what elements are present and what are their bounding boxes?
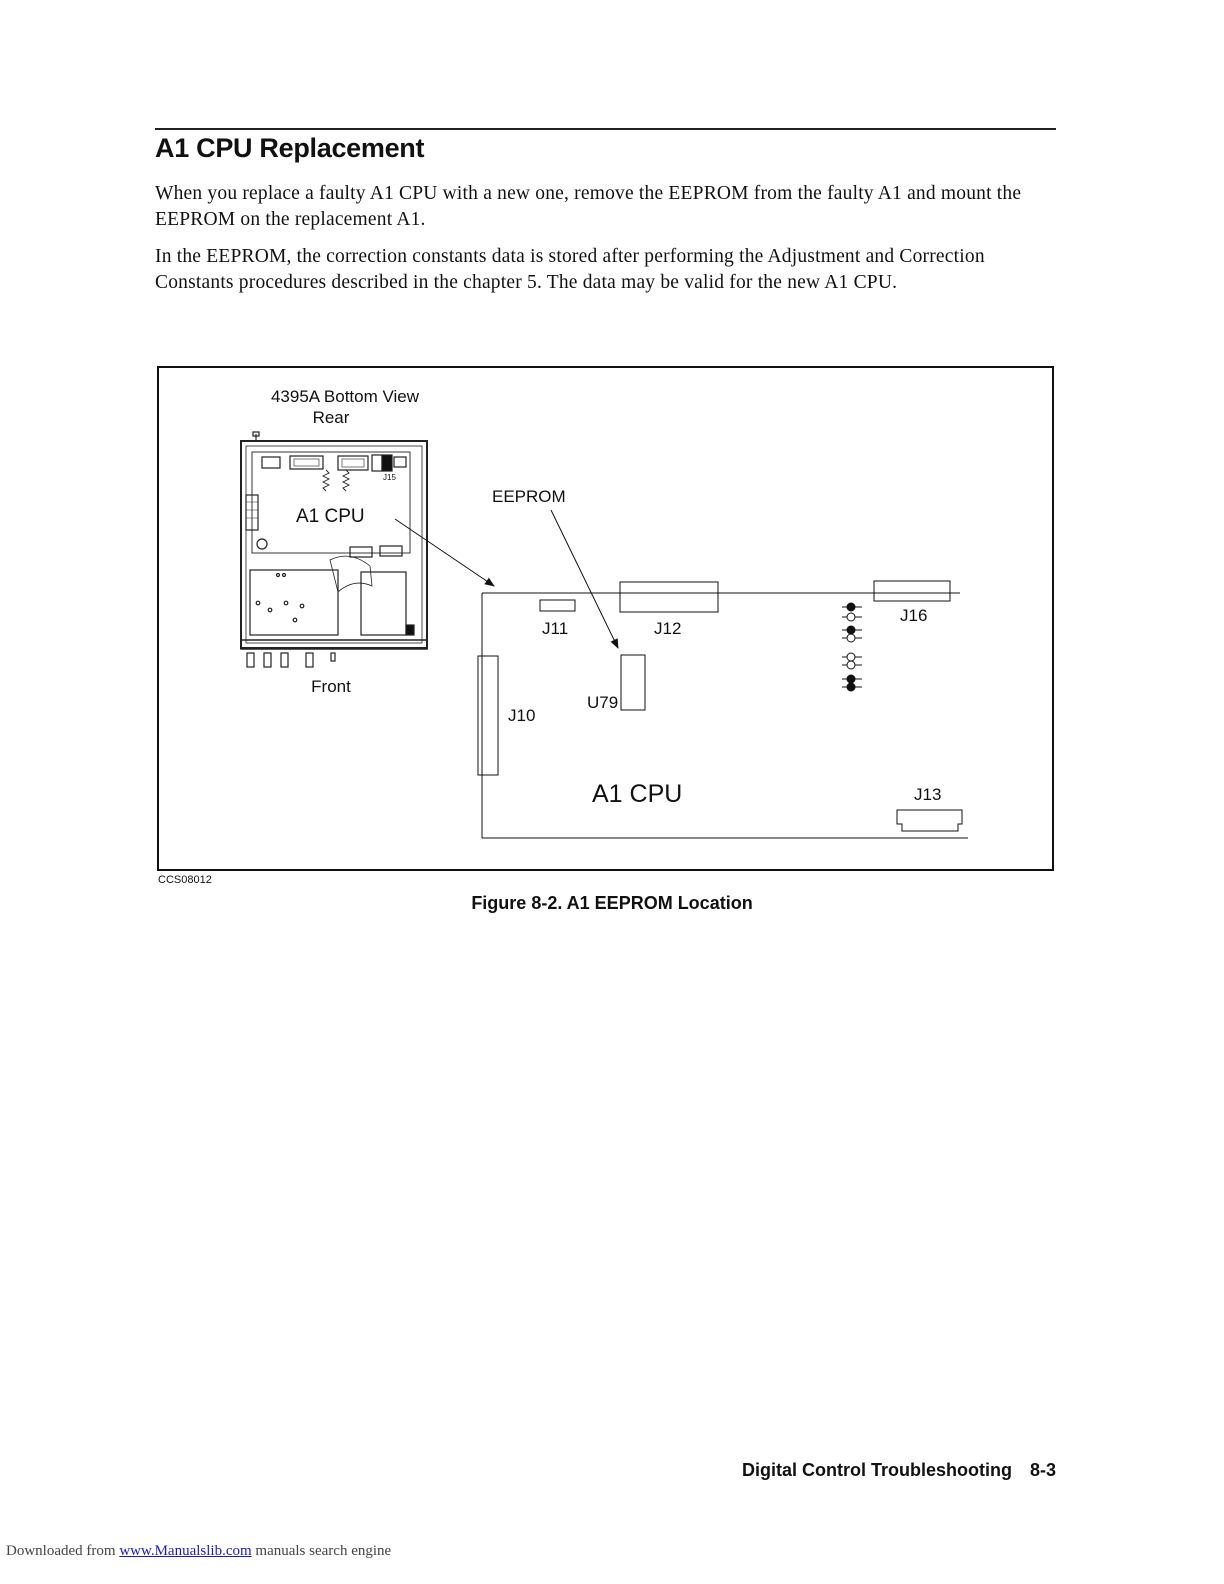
j10-label: J10 xyxy=(508,706,536,725)
eeprom-label: EEPROM xyxy=(492,487,566,506)
figure-code: CCS08012 xyxy=(158,874,212,886)
section-title: A1 CPU Replacement xyxy=(155,133,425,163)
j12-connector xyxy=(620,582,718,612)
j11-label: J11 xyxy=(542,619,569,638)
footer-section-name: Digital Control Troubleshooting xyxy=(742,1460,1012,1480)
download-suffix: manuals search engine xyxy=(255,1543,392,1559)
j13-label: J13 xyxy=(914,785,942,804)
j15-label: J15 xyxy=(383,473,396,482)
j11-connector xyxy=(540,600,575,611)
cpu-small-label: A1 CPU xyxy=(296,506,365,527)
footer-page-number: 8-3 xyxy=(1029,1460,1056,1480)
j10-connector xyxy=(478,656,498,775)
j16-connector xyxy=(874,581,950,601)
manualslib-link[interactable]: www.Manualslib.com xyxy=(119,1543,252,1559)
instrument-bottom-view-drawing xyxy=(241,432,427,667)
u79-eeprom-chip xyxy=(621,655,645,710)
page-footer xyxy=(742,1460,1056,1481)
j16-label: J16 xyxy=(900,606,928,625)
board-label: A1 CPU xyxy=(592,780,683,808)
j12-label: J12 xyxy=(654,619,682,638)
u79-label: U79 xyxy=(587,693,619,712)
paragraph-1: When you replace a faulty A1 CPU with a new one, remove the EEPROM from the faulty A1 and mount the EEPROM on the replacement A1. xyxy=(155,183,1022,230)
view-title: 4395A Bottom View xyxy=(270,387,420,406)
j13-connector xyxy=(897,810,962,831)
download-prefix: Downloaded from xyxy=(6,1543,116,1559)
front-label: Front xyxy=(311,677,351,696)
paragraph-2: In the EEPROM, the correction constants data is stored after performing the Adjustment and Correction Constants procedures described in the chapter 5. The data may be valid for the new A1 CPU. xyxy=(155,246,985,293)
rear-label: Rear xyxy=(312,408,350,427)
figure-caption: Figure 8-2. A1 EEPROM Location xyxy=(471,893,753,913)
download-notice xyxy=(6,1543,391,1560)
jumper-pins xyxy=(842,603,862,691)
